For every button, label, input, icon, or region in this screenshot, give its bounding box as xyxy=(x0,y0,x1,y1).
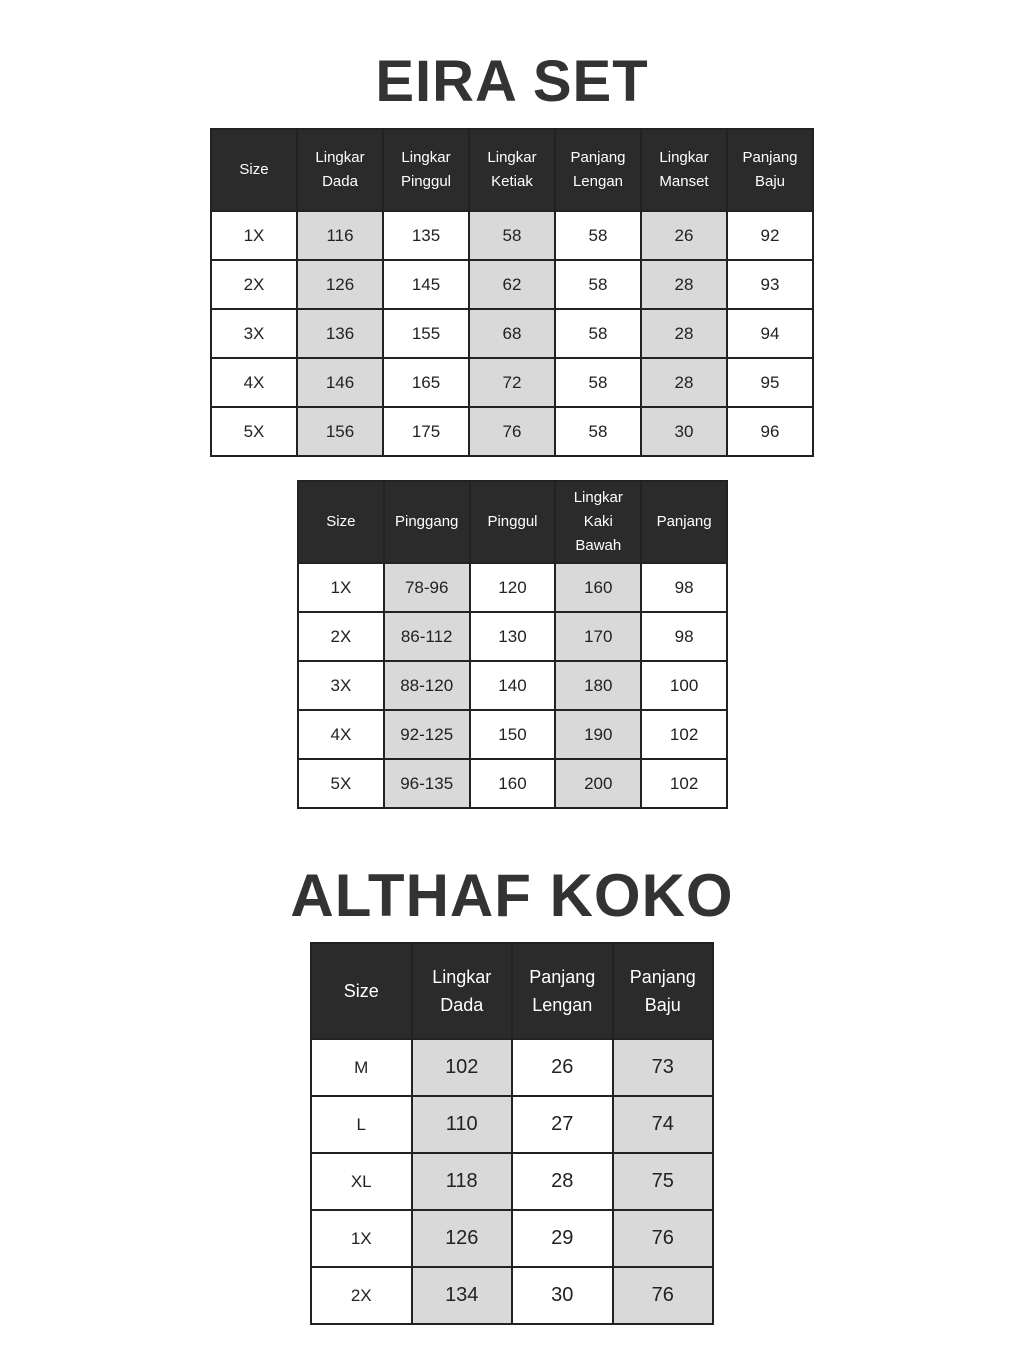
column-header-line: Lingkar xyxy=(659,149,709,166)
measurement-cell: 73 xyxy=(613,1039,714,1096)
measurement-cell: 96-135 xyxy=(384,759,470,808)
measurement-cell: 26 xyxy=(512,1039,613,1096)
column-header-line: Baju xyxy=(754,173,786,190)
table-row xyxy=(298,710,727,759)
measurement-cell: 116 xyxy=(297,211,383,260)
column-header-line: Size xyxy=(326,513,356,530)
table-row xyxy=(298,612,727,661)
column-header-line: Dada xyxy=(322,173,358,190)
measurement-cell: 72 xyxy=(469,358,555,407)
column-header-line: Panjang xyxy=(629,967,696,987)
size-cell: 4X xyxy=(211,358,297,407)
table-row xyxy=(311,1039,713,1096)
measurement-cell: 68 xyxy=(469,309,555,358)
column-header-line: Lingkar xyxy=(432,967,492,987)
table-row xyxy=(211,211,813,260)
size-cell: 5X xyxy=(211,407,297,456)
measurement-cell: 126 xyxy=(297,260,383,309)
althaf-size-table xyxy=(310,942,714,1325)
measurement-cell: 135 xyxy=(383,211,469,260)
table-row xyxy=(211,358,813,407)
measurement-cell: 58 xyxy=(555,309,641,358)
size-cell: 3X xyxy=(298,661,384,710)
measurement-cell: 93 xyxy=(727,260,813,309)
table-row xyxy=(211,260,813,309)
column-header xyxy=(641,481,727,563)
column-header-line: Lingkar xyxy=(573,489,623,506)
measurement-cell: 30 xyxy=(512,1267,613,1324)
column-header-line: Kaki xyxy=(583,513,613,530)
column-header-line: Lingkar xyxy=(401,149,451,166)
measurement-cell: 98 xyxy=(641,612,727,661)
column-header xyxy=(555,129,641,211)
column-header-line: Baju xyxy=(644,995,681,1015)
measurement-cell: 102 xyxy=(412,1039,513,1096)
column-header xyxy=(412,943,513,1039)
measurement-cell: 86-112 xyxy=(384,612,470,661)
column-header-line: Ketiak xyxy=(491,173,533,190)
column-header-line: Pinggul xyxy=(487,513,538,530)
size-cell: 2X xyxy=(211,260,297,309)
measurement-cell: 120 xyxy=(470,563,556,612)
column-header xyxy=(298,481,384,563)
table-row xyxy=(311,1153,713,1210)
measurement-cell: 96 xyxy=(727,407,813,456)
measurement-cell: 102 xyxy=(641,710,727,759)
measurement-cell: 58 xyxy=(555,358,641,407)
size-cell: 1X xyxy=(311,1210,412,1267)
measurement-cell: 76 xyxy=(613,1267,714,1324)
column-header xyxy=(641,129,727,211)
measurement-cell: 126 xyxy=(412,1210,513,1267)
column-header xyxy=(555,481,641,563)
measurement-cell: 156 xyxy=(297,407,383,456)
column-header-line: Manset xyxy=(659,173,709,190)
measurement-cell: 175 xyxy=(383,407,469,456)
measurement-cell: 28 xyxy=(641,260,727,309)
measurement-cell: 190 xyxy=(555,710,641,759)
measurement-cell: 58 xyxy=(555,211,641,260)
column-header xyxy=(211,129,297,211)
size-cell: 1X xyxy=(298,563,384,612)
size-cell: 2X xyxy=(298,612,384,661)
column-header-line: Dada xyxy=(440,995,484,1015)
measurement-cell: 146 xyxy=(297,358,383,407)
measurement-cell: 88-120 xyxy=(384,661,470,710)
column-header-line: Lingkar xyxy=(487,149,537,166)
size-cell: XL xyxy=(311,1153,412,1210)
eira-set-title: EIRA SET xyxy=(375,49,649,114)
column-header-line: Bawah xyxy=(575,537,622,554)
measurement-cell: 180 xyxy=(555,661,641,710)
table-row xyxy=(311,1267,713,1324)
table-row xyxy=(311,1210,713,1267)
measurement-cell: 145 xyxy=(383,260,469,309)
column-header-line: Panjang xyxy=(529,967,596,987)
measurement-cell: 78-96 xyxy=(384,563,470,612)
measurement-cell: 92-125 xyxy=(384,710,470,759)
column-header xyxy=(384,481,470,563)
size-cell: 5X xyxy=(298,759,384,808)
table-row xyxy=(211,407,813,456)
table-row xyxy=(298,759,727,808)
column-header-line: Lengan xyxy=(572,173,624,190)
measurement-cell: 94 xyxy=(727,309,813,358)
measurement-cell: 170 xyxy=(555,612,641,661)
column-header-line: Panjang xyxy=(742,149,798,166)
eira-bottom-size-table xyxy=(297,480,728,809)
table-header-row xyxy=(311,943,713,1039)
measurement-cell: 74 xyxy=(613,1096,714,1153)
table-row xyxy=(311,1096,713,1153)
column-header xyxy=(512,943,613,1039)
measurement-cell: 102 xyxy=(641,759,727,808)
measurement-cell: 75 xyxy=(613,1153,714,1210)
column-header-line: Panjang xyxy=(570,149,626,166)
measurement-cell: 136 xyxy=(297,309,383,358)
measurement-cell: 92 xyxy=(727,211,813,260)
measurement-cell: 130 xyxy=(470,612,556,661)
column-header xyxy=(727,129,813,211)
measurement-cell: 200 xyxy=(555,759,641,808)
column-header xyxy=(311,943,412,1039)
column-header-line: Pinggul xyxy=(400,173,452,190)
measurement-cell: 27 xyxy=(512,1096,613,1153)
column-header-line: Size xyxy=(239,161,269,178)
size-cell: M xyxy=(311,1039,412,1096)
measurement-cell: 160 xyxy=(555,563,641,612)
measurement-cell: 62 xyxy=(469,260,555,309)
column-header xyxy=(297,129,383,211)
table-row xyxy=(298,563,727,612)
column-header-line: Size xyxy=(343,981,379,1001)
measurement-cell: 95 xyxy=(727,358,813,407)
table-row xyxy=(298,661,727,710)
measurement-cell: 98 xyxy=(641,563,727,612)
measurement-cell: 150 xyxy=(470,710,556,759)
althaf-koko-title: ALTHAF KOKO xyxy=(290,862,734,929)
measurement-cell: 160 xyxy=(470,759,556,808)
measurement-cell: 58 xyxy=(469,211,555,260)
measurement-cell: 28 xyxy=(641,309,727,358)
column-header-line: Pinggang xyxy=(394,513,459,530)
column-header-line: Panjang xyxy=(656,513,712,530)
size-cell: L xyxy=(311,1096,412,1153)
measurement-cell: 118 xyxy=(412,1153,513,1210)
measurement-cell: 100 xyxy=(641,661,727,710)
column-header xyxy=(469,129,555,211)
measurement-cell: 28 xyxy=(641,358,727,407)
column-header-line: Lengan xyxy=(532,995,593,1015)
column-header-line: Lingkar xyxy=(315,149,365,166)
table-header-row xyxy=(298,481,727,563)
table-row xyxy=(211,309,813,358)
measurement-cell: 76 xyxy=(469,407,555,456)
measurement-cell: 29 xyxy=(512,1210,613,1267)
size-cell: 3X xyxy=(211,309,297,358)
measurement-cell: 30 xyxy=(641,407,727,456)
column-header xyxy=(470,481,556,563)
measurement-cell: 165 xyxy=(383,358,469,407)
size-cell: 2X xyxy=(311,1267,412,1324)
measurement-cell: 110 xyxy=(412,1096,513,1153)
size-cell: 4X xyxy=(298,710,384,759)
column-header xyxy=(383,129,469,211)
size-cell: 1X xyxy=(211,211,297,260)
measurement-cell: 58 xyxy=(555,407,641,456)
table-header-row xyxy=(211,129,813,211)
measurement-cell: 76 xyxy=(613,1210,714,1267)
column-header xyxy=(613,943,714,1039)
measurement-cell: 134 xyxy=(412,1267,513,1324)
measurement-cell: 155 xyxy=(383,309,469,358)
eira-top-size-table xyxy=(210,128,814,457)
measurement-cell: 26 xyxy=(641,211,727,260)
measurement-cell: 58 xyxy=(555,260,641,309)
measurement-cell: 28 xyxy=(512,1153,613,1210)
measurement-cell: 140 xyxy=(470,661,556,710)
